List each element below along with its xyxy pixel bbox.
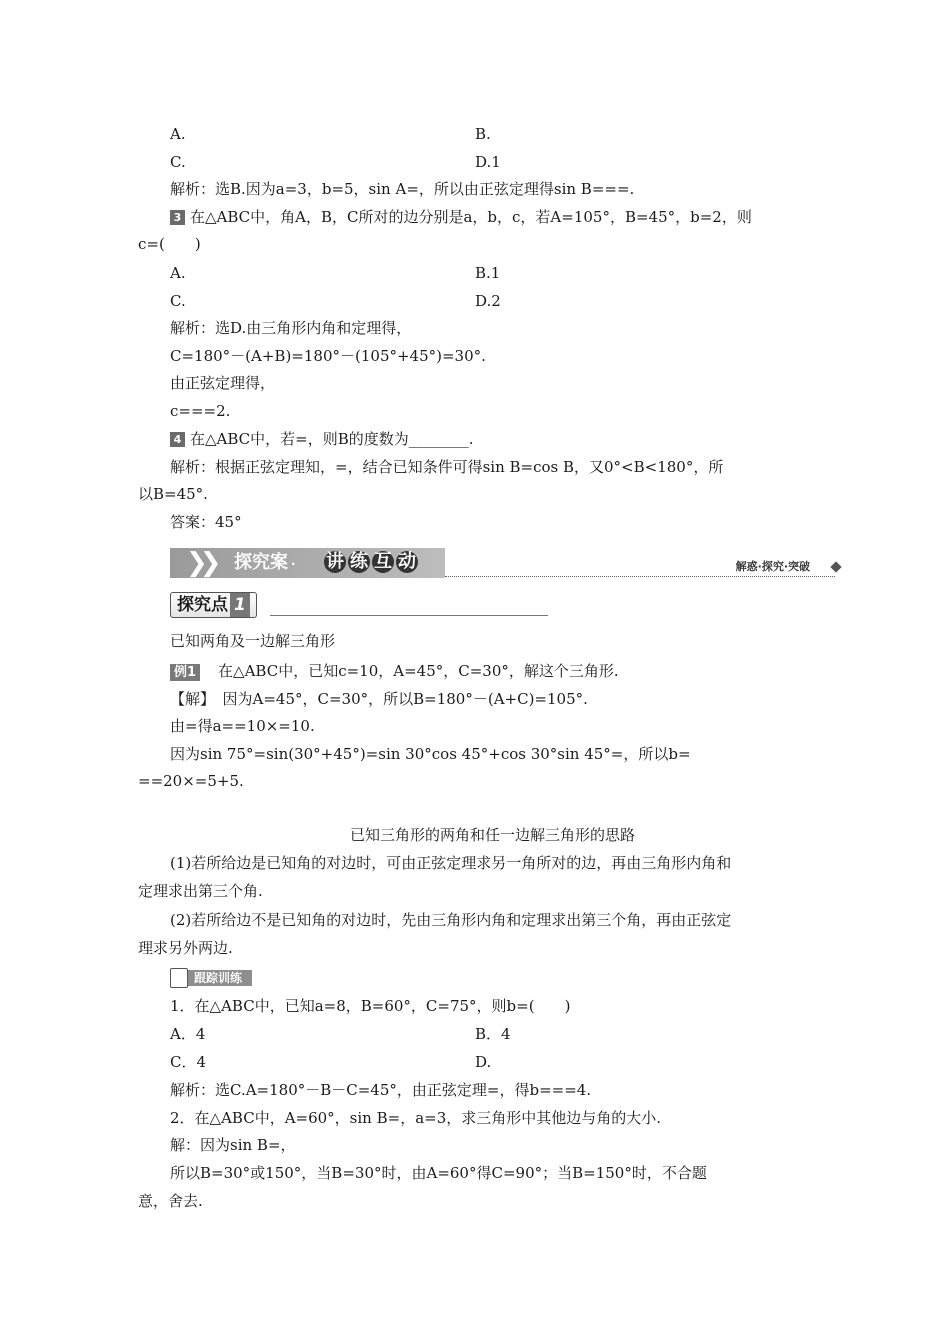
line-text: 已知两角及一边解三角形 bbox=[170, 632, 336, 650]
example-badge: 例1 bbox=[170, 664, 200, 681]
section-underline bbox=[270, 615, 548, 616]
line-text: ==20×=5+5. bbox=[138, 772, 244, 790]
line-text: 由正弦定理得， bbox=[170, 374, 276, 392]
banner-right-text: 解惑·探究·突破 bbox=[735, 560, 810, 573]
text-line bbox=[170, 744, 691, 764]
text-line bbox=[170, 1135, 296, 1155]
tracking-heading bbox=[170, 968, 270, 988]
text-line bbox=[170, 207, 752, 227]
text-line bbox=[170, 1024, 205, 1044]
line-text: B.1 bbox=[475, 264, 501, 282]
banner-char: 练 bbox=[350, 551, 368, 572]
question-number-badge: 4 bbox=[170, 432, 185, 447]
line-text: 在△ABC中，已知c=10，A=45°，C=30°，解这个三角形. bbox=[218, 662, 619, 680]
text-line bbox=[475, 1052, 491, 1072]
line-text: 因为sin 75°=sin(30°+45°)=sin 30°cos 45°+cos 30°sin 45°=，所以b= bbox=[170, 745, 691, 763]
section-number: 1 bbox=[230, 593, 250, 617]
line-text: (1)若所给边是已知角的对边时，可由正弦定理求另一角所对的边，再由三角形内角和 bbox=[170, 854, 732, 872]
text-line bbox=[170, 910, 731, 930]
line-text: C．4 bbox=[170, 1053, 207, 1071]
text-line bbox=[170, 853, 731, 873]
text-line bbox=[170, 373, 275, 393]
line-text: 解析：选C.A=180°－B－C=45°，由正弦定理=，得b===4. bbox=[170, 1081, 592, 1099]
text-line bbox=[170, 179, 634, 199]
line-text: 解：因为sin B=， bbox=[170, 1136, 296, 1154]
text-line bbox=[138, 484, 208, 504]
text-line bbox=[170, 631, 335, 651]
question-number-badge: 3 bbox=[170, 210, 185, 225]
text-line bbox=[170, 346, 486, 366]
line-text: 在△ABC中，角A，B，C所对的边分别是a，b，c，若A=105°，B=45°，b=2，则 bbox=[190, 208, 752, 226]
text-line bbox=[170, 152, 186, 172]
text-line bbox=[475, 263, 500, 283]
line-text: 由=得a==10×=10. bbox=[170, 717, 315, 735]
banner-dotted-line bbox=[445, 576, 835, 577]
line-text: A. bbox=[170, 264, 186, 282]
line-text: D.2 bbox=[475, 292, 501, 310]
line-text: 以B=45°. bbox=[138, 485, 208, 503]
section-banner bbox=[170, 548, 840, 578]
line-text: 【解】 因为A=45°，C=30°，所以B=180°－(A+C)=105°. bbox=[170, 690, 588, 708]
line-text: 理求另外两边. bbox=[138, 939, 233, 957]
text-line bbox=[170, 1108, 661, 1128]
text-line bbox=[475, 152, 501, 172]
line-text: A．4 bbox=[170, 1025, 206, 1043]
banner-title: 探究案 · bbox=[234, 552, 296, 573]
text-line bbox=[138, 234, 201, 254]
section-label-box: 探究点 1 bbox=[170, 592, 257, 618]
text-line bbox=[475, 291, 501, 311]
line-text: C. bbox=[170, 153, 186, 171]
text-line bbox=[170, 263, 186, 283]
tracking-label: 跟踪训练 bbox=[188, 970, 252, 986]
text-line bbox=[475, 124, 491, 144]
diamond-icon bbox=[830, 561, 841, 572]
line-text: c===2. bbox=[170, 402, 231, 420]
line-text: 解析：选D.由三角形内角和定理得， bbox=[170, 319, 412, 337]
text-line bbox=[170, 291, 186, 311]
method-title: 已知三角形的两角和任一边解三角形的思路 bbox=[349, 826, 635, 844]
line-text: B. bbox=[475, 125, 491, 143]
text-line bbox=[170, 512, 242, 532]
line-text: 2．在△ABC中，A=60°，sin B=，a=3，求三角形中其他边与角的大小. bbox=[170, 1109, 662, 1127]
text-line bbox=[138, 938, 233, 958]
line-text: (2)若所给边不是已知角的对边时，先由三角形内角和定理求出第三个角，再由正弦定 bbox=[170, 911, 732, 929]
text-line bbox=[138, 1191, 203, 1211]
text-line bbox=[170, 401, 230, 421]
text-line bbox=[170, 1163, 707, 1183]
text-line bbox=[138, 881, 263, 901]
text-line bbox=[170, 716, 315, 736]
notebook-check-icon bbox=[170, 968, 188, 988]
banner-char: 动 bbox=[398, 551, 416, 572]
banner-char: 讲 bbox=[326, 551, 344, 572]
text-line bbox=[170, 661, 619, 681]
line-text: D.1 bbox=[475, 153, 501, 171]
line-text: 1．在△ABC中，已知a=8，B=60°，C=75°，则b=( ) bbox=[170, 997, 571, 1015]
text-line bbox=[170, 1080, 591, 1100]
line-text: c=( ) bbox=[138, 235, 201, 253]
line-text: 定理求出第三个角. bbox=[138, 882, 263, 900]
line-text: 解析：选B.因为a=3，b=5，sin A=，所以由正弦定理得sin B===. bbox=[170, 180, 635, 198]
text-line bbox=[170, 996, 570, 1016]
banner-subtitle bbox=[324, 551, 420, 573]
text-line bbox=[475, 1024, 511, 1044]
double-chevron-icon: ❯❯ bbox=[186, 548, 214, 578]
line-text: D. bbox=[475, 1053, 492, 1071]
section-heading bbox=[170, 592, 550, 618]
line-text: 所以B=30°或150°，当B=30°时，由A=60°得C=90°；当B=150°时，不合题 bbox=[170, 1164, 707, 1182]
text-line bbox=[170, 429, 474, 449]
line-text: 在△ABC中，若=，则B的度数为________. bbox=[190, 430, 474, 448]
line-text: B．4 bbox=[475, 1025, 511, 1043]
text-line bbox=[170, 689, 588, 709]
banner-char: 互 bbox=[374, 551, 392, 572]
text-line bbox=[170, 124, 186, 144]
text-line bbox=[170, 457, 723, 477]
line-text: 意，舍去. bbox=[138, 1192, 203, 1210]
text-line bbox=[170, 318, 411, 338]
text-line bbox=[170, 1052, 206, 1072]
line-text: A. bbox=[170, 125, 186, 143]
line-text: 解析：根据正弦定理知，=，结合已知条件可得sin B=cos B，又0°<B<180°，所 bbox=[170, 458, 724, 476]
line-text: C. bbox=[170, 292, 186, 310]
line-text: C=180°－(A+B)=180°－(105°+45°)=30°. bbox=[170, 347, 486, 365]
line-text: 答案：45° bbox=[170, 513, 242, 531]
text-line bbox=[138, 771, 244, 791]
